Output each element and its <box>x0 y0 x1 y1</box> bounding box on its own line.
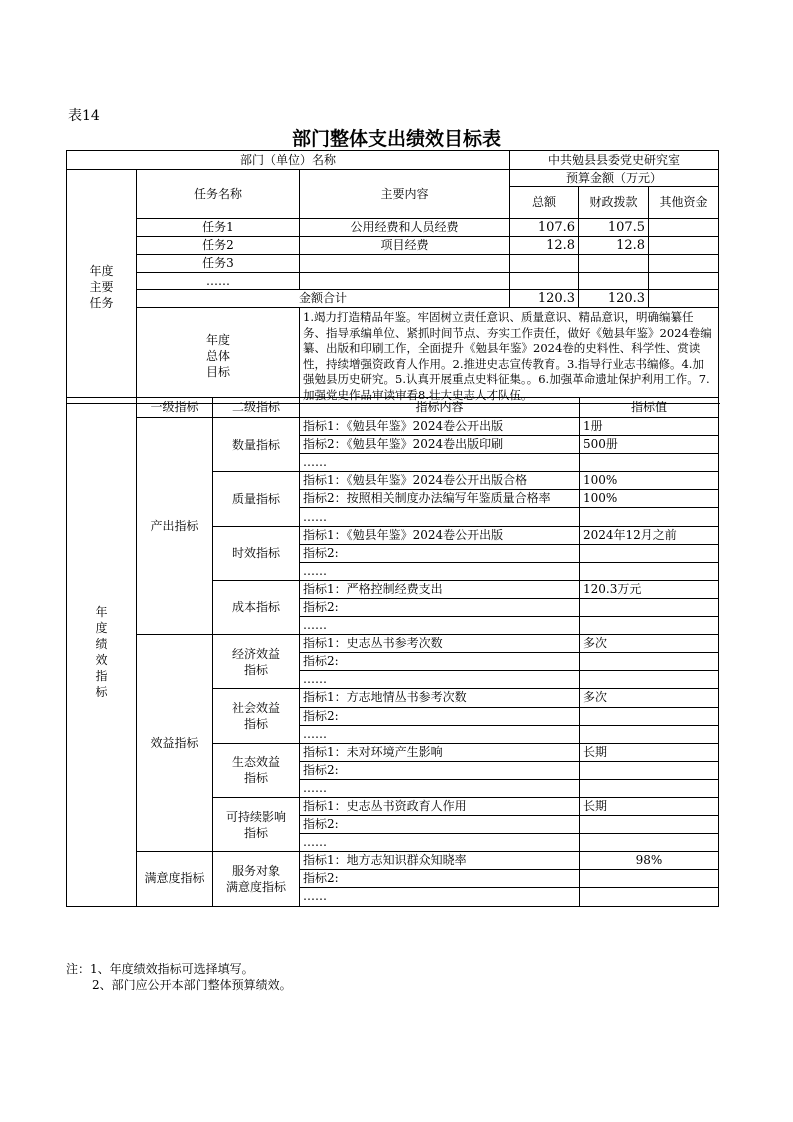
page-title: 部门整体支出绩效目标表 <box>291 128 501 150</box>
indicator-content: …… <box>300 454 580 472</box>
level1-indicator: 效益指标 <box>137 635 213 852</box>
indicator-value <box>580 598 719 616</box>
indicator-content: 指标2: <box>300 544 580 562</box>
indicators-table <box>66 397 719 907</box>
indicator-content: 指标1：严格控制经费支出 <box>300 580 580 598</box>
indicator-value <box>580 653 719 671</box>
col-main-content: 主要内容 <box>300 170 510 219</box>
col-indicator-content: 指标内容 <box>300 398 580 418</box>
sum-label: 金额合计 <box>137 290 510 308</box>
level1-indicator: 满意度指标 <box>137 852 213 906</box>
footnote: 2、部门应公开本部门整体预算绩效。 <box>92 978 292 992</box>
indicator-value <box>580 544 719 562</box>
sum-total: 120.3 <box>510 290 579 308</box>
indicator-content: 指标1：《勉县年鉴》2024卷公开出版合格 <box>300 472 580 490</box>
indicator-content: …… <box>300 671 580 689</box>
dept-label: 部门（单位）名称 <box>67 151 510 170</box>
col-fiscal: 财政拨款 <box>579 187 649 219</box>
indicator-content: …… <box>300 834 580 852</box>
indicator-content: 指标2: <box>300 816 580 834</box>
task-row <box>67 273 719 290</box>
col-task-name: 任务名称 <box>137 170 300 219</box>
indicator-value <box>580 454 719 472</box>
indicator-row <box>67 418 719 436</box>
col-level1: 一级指标 <box>137 398 213 418</box>
indicator-content: …… <box>300 508 580 526</box>
level2-indicator: 经济效益 指标 <box>213 635 300 689</box>
task-name: …… <box>137 273 300 290</box>
task-row <box>67 237 719 255</box>
indicator-value <box>580 617 719 635</box>
indicator-value <box>580 562 719 580</box>
indicator-value: 100% <box>580 490 719 508</box>
indicator-value <box>580 707 719 725</box>
indicator-content: 指标2：按照相关制度办法编写年鉴质量合格率 <box>300 490 580 508</box>
indicator-value <box>580 888 719 906</box>
col-total: 总额 <box>510 187 579 219</box>
indicator-value: 120.3万元 <box>580 580 719 598</box>
indicator-content: …… <box>300 725 580 743</box>
indicators-section-label: 年 度 绩 效 指 标 <box>67 398 137 907</box>
level2-indicator: 质量指标 <box>213 472 300 526</box>
indicator-value: 100% <box>580 472 719 490</box>
indicator-content: 指标1：史志丛书参考次数 <box>300 635 580 653</box>
footnote: 注：1、年度绩效指标可选择填写。 <box>66 962 254 976</box>
task-content <box>300 255 510 273</box>
indicator-value: 98% <box>580 852 719 870</box>
indicator-content: 指标2: <box>300 653 580 671</box>
indicator-value: 多次 <box>580 689 719 707</box>
task-fiscal <box>579 273 649 290</box>
sum-fiscal: 120.3 <box>579 290 649 308</box>
indicator-value <box>580 671 719 689</box>
level2-indicator: 生态效益 指标 <box>213 743 300 797</box>
task-row <box>67 255 719 273</box>
col-indicator-value: 指标值 <box>580 398 719 418</box>
sum-row <box>67 290 719 308</box>
indicator-row <box>67 852 719 870</box>
sum-other <box>649 290 719 308</box>
indicator-content: 指标1：地方志知识群众知晓率 <box>300 852 580 870</box>
task-total: 107.6 <box>510 219 579 237</box>
indicator-value: 500册 <box>580 436 719 454</box>
indicator-content: 指标1：《勉县年鉴》2024卷公开出版 <box>300 526 580 544</box>
task-other <box>649 273 719 290</box>
task-content: 项目经费 <box>300 237 510 255</box>
task-content: 公用经费和人员经费 <box>300 219 510 237</box>
level2-indicator: 数量指标 <box>213 418 300 472</box>
indicator-content: 指标1：《勉县年鉴》2024卷公开出版 <box>300 418 580 436</box>
indicator-value <box>580 816 719 834</box>
indicator-content: 指标1：方志地情丛书参考次数 <box>300 689 580 707</box>
level2-indicator: 服务对象 满意度指标 <box>213 852 300 906</box>
indicator-content: 指标1：史志丛书资政育人作用 <box>300 797 580 815</box>
footnotes <box>66 961 292 993</box>
task-other <box>649 219 719 237</box>
level2-indicator: 时效指标 <box>213 526 300 580</box>
indicator-content: 指标2: <box>300 761 580 779</box>
indicator-value: 2024年12月之前 <box>580 526 719 544</box>
indicator-value: 长期 <box>580 797 719 815</box>
task-fiscal: 12.8 <box>579 237 649 255</box>
task-content <box>300 273 510 290</box>
indicator-content: …… <box>300 779 580 797</box>
indicator-row <box>67 635 719 653</box>
table-number: 表14 <box>68 108 100 124</box>
indicator-value <box>580 870 719 888</box>
indicator-content: 指标1：未对环境产生影响 <box>300 743 580 761</box>
task-fiscal: 107.5 <box>579 219 649 237</box>
col-budget-amount: 预算金额（万元） <box>510 170 719 187</box>
overall-goal-label: 年度 总体 目标 <box>137 308 300 404</box>
indicator-value <box>580 834 719 852</box>
indicator-value <box>580 761 719 779</box>
indicator-value: 1册 <box>580 418 719 436</box>
indicator-value <box>580 725 719 743</box>
indicator-content: 指标2: <box>300 707 580 725</box>
indicator-content: …… <box>300 562 580 580</box>
dept-name: 中共勉县县委党史研究室 <box>510 151 719 170</box>
indicator-content: 指标2: <box>300 870 580 888</box>
task-other <box>649 255 719 273</box>
indicator-content: 指标2：《勉县年鉴》2024卷出版印刷 <box>300 436 580 454</box>
task-name: 任务1 <box>137 219 300 237</box>
indicator-value: 多次 <box>580 635 719 653</box>
task-total: 12.8 <box>510 237 579 255</box>
indicator-content: …… <box>300 888 580 906</box>
task-total <box>510 273 579 290</box>
col-other-funds: 其他资金 <box>649 187 719 219</box>
task-total <box>510 255 579 273</box>
level1-indicator: 产出指标 <box>137 418 213 635</box>
indicator-value <box>580 779 719 797</box>
level2-indicator: 可持续影响 指标 <box>213 797 300 851</box>
tasks-table <box>66 150 719 404</box>
indicator-value <box>580 508 719 526</box>
indicator-value: 长期 <box>580 743 719 761</box>
level2-indicator: 社会效益 指标 <box>213 689 300 743</box>
col-level2: 二级指标 <box>213 398 300 418</box>
level2-indicator: 成本指标 <box>213 580 300 634</box>
task-name: 任务3 <box>137 255 300 273</box>
task-row <box>67 219 719 237</box>
task-other <box>649 237 719 255</box>
annual-tasks-label: 年度 主要 任务 <box>67 170 137 404</box>
task-fiscal <box>579 255 649 273</box>
task-name: 任务2 <box>137 237 300 255</box>
indicator-content: 指标2: <box>300 598 580 616</box>
indicator-content: …… <box>300 617 580 635</box>
overall-goal-text: 1.竭力打造精品年鉴。牢固树立责任意识、质量意识、精品意识，明确编纂任务、指导承编单位、紧抓时间节点、夯实工作责任，做好《勉县年鉴》2024卷编纂、出版和印刷工作，全面提升《勉县年鉴》2024卷的史料性、科学性、赏读性，持续增强资政育人作用。2.推进史志宣传教育。3.指导行业志书编修。4.加强勉县历史研究。5.认真开展重点史料征集。。6.加强革命遗址保护利用工作。7.加强党史作品审读审看8.壮大史志人才队伍。 <box>300 308 719 404</box>
